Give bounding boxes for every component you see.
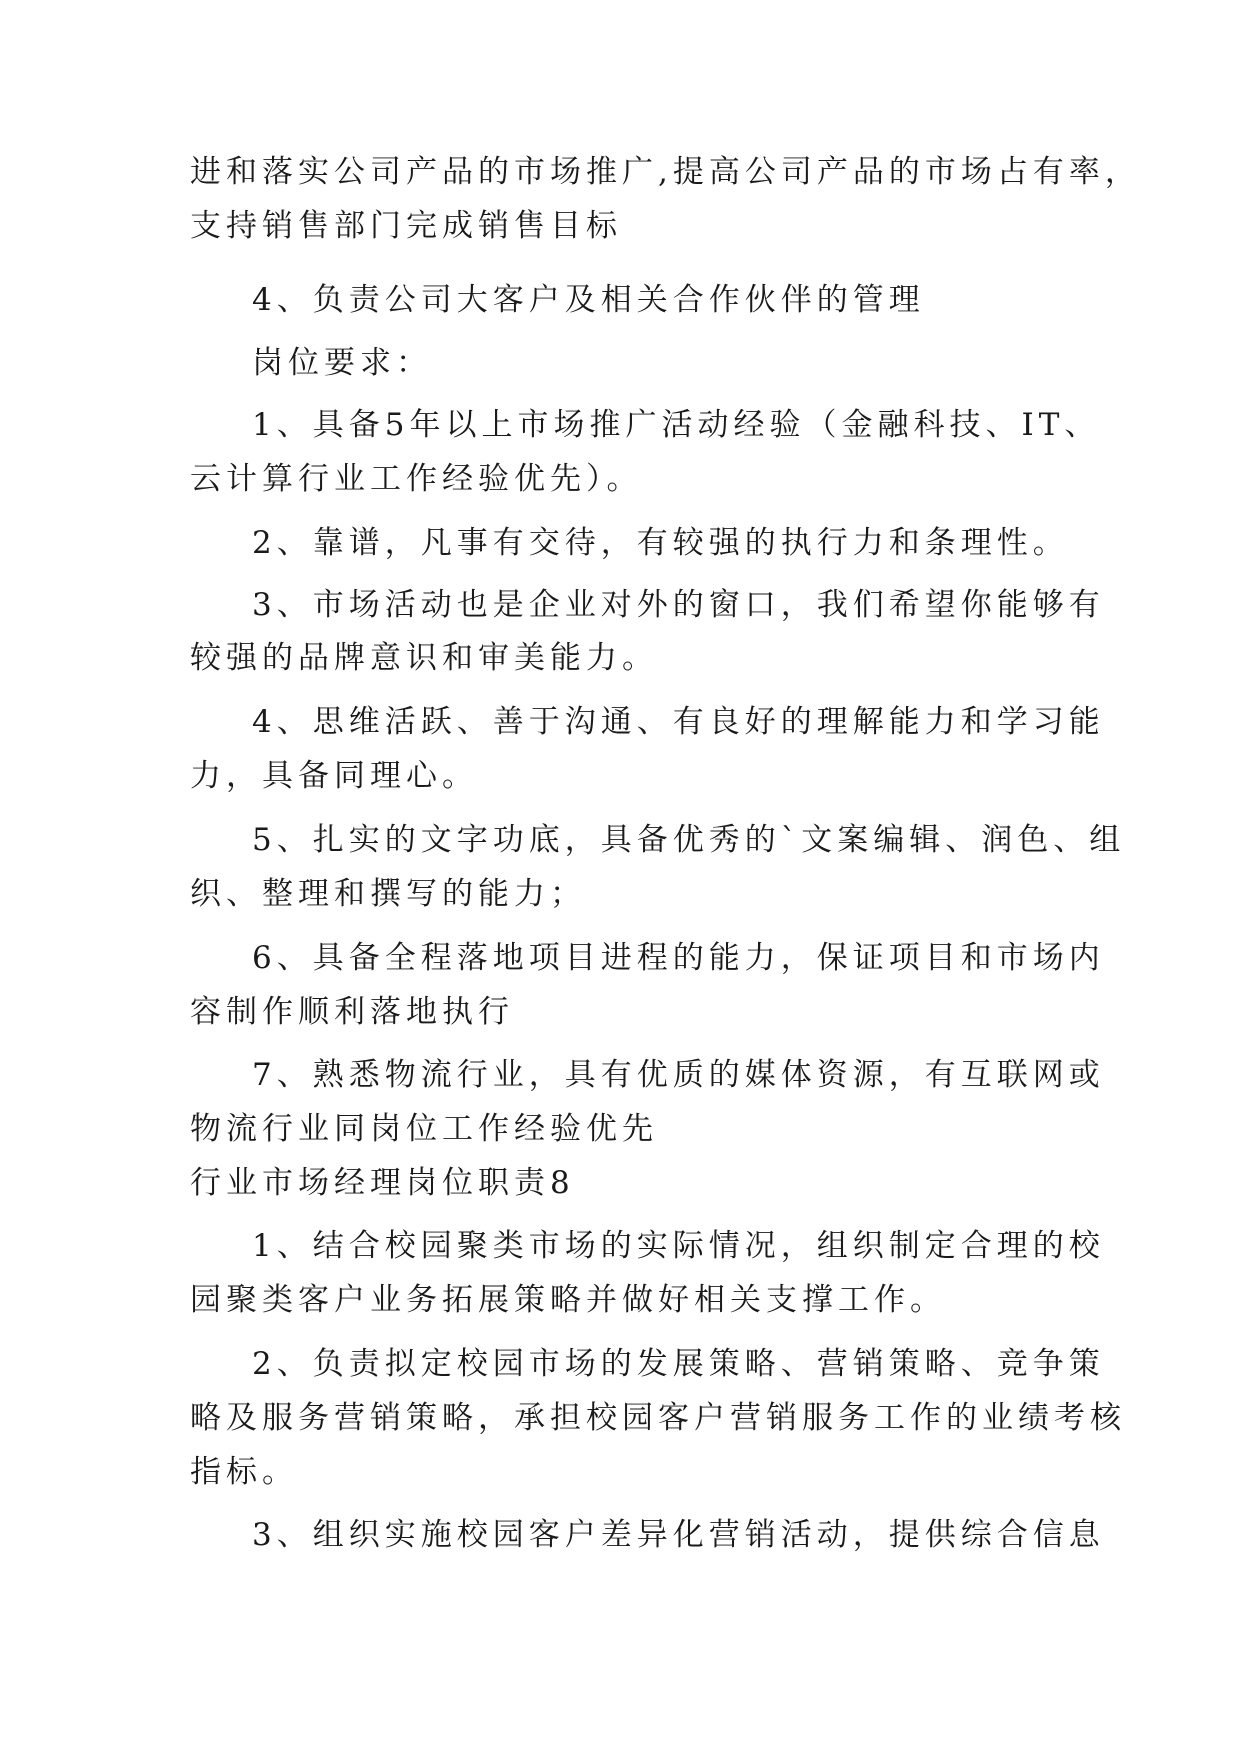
text-line: 2、负责拟定校园市场的发展策略、营销策略、竞争策 (252, 1346, 1105, 1382)
section-heading: 行业市场经理岗位职责8 (190, 1165, 575, 1201)
text-line: 织、整理和撰写的能力； (190, 876, 586, 912)
text-line: 3、组织实施校园客户差异化营销活动，提供综合信息 (252, 1517, 1105, 1553)
text-line: 6、具备全程落地项目进程的能力，保证项目和市场内 (252, 940, 1105, 976)
text-line: 1、具备5年以上市场推广活动经验（金融科技、IT、 (252, 407, 1101, 443)
text-line: 云计算行业工作经验优先）。 (190, 461, 643, 497)
text-line: 5、扎实的文字功底，具备优秀的`文案编辑、润色、组 (252, 822, 1126, 858)
text-line: 略及服务营销策略，承担校园客户营销服务工作的业绩考核 (190, 1400, 1126, 1436)
text-line: 2、靠谱，凡事有交待，有较强的执行力和条理性。 (252, 525, 1069, 561)
text-line: 7、熟悉物流行业，具有优质的媒体资源，有互联网或 (252, 1057, 1105, 1093)
text-line: 力，具备同理心。 (190, 758, 478, 794)
text-line: 较强的品牌意识和审美能力。 (190, 640, 658, 676)
text-line: 4、思维活跃、善于沟通、有良好的理解能力和学习能 (252, 704, 1105, 740)
text-line: 园聚类客户业务拓展策略并做好相关支撑工作。 (190, 1282, 946, 1318)
section-heading: 岗位要求： (252, 345, 432, 381)
text-line: 4、负责公司大客户及相关合作伙伴的管理 (252, 282, 925, 318)
text-line: 进和落实公司产品的市场推广,提高公司产品的市场占有率， (190, 154, 1141, 190)
text-line: 支持销售部门完成销售目标 (190, 208, 622, 244)
text-line: 3、市场活动也是企业对外的窗口，我们希望你能够有 (252, 587, 1105, 623)
text-line: 物流行业同岗位工作经验优先 (190, 1111, 658, 1147)
text-line: 指标。 (190, 1454, 298, 1490)
text-line: 1、结合校园聚类市场的实际情况，组织制定合理的校 (252, 1228, 1105, 1264)
text-line: 容制作顺利落地执行 (190, 994, 514, 1030)
